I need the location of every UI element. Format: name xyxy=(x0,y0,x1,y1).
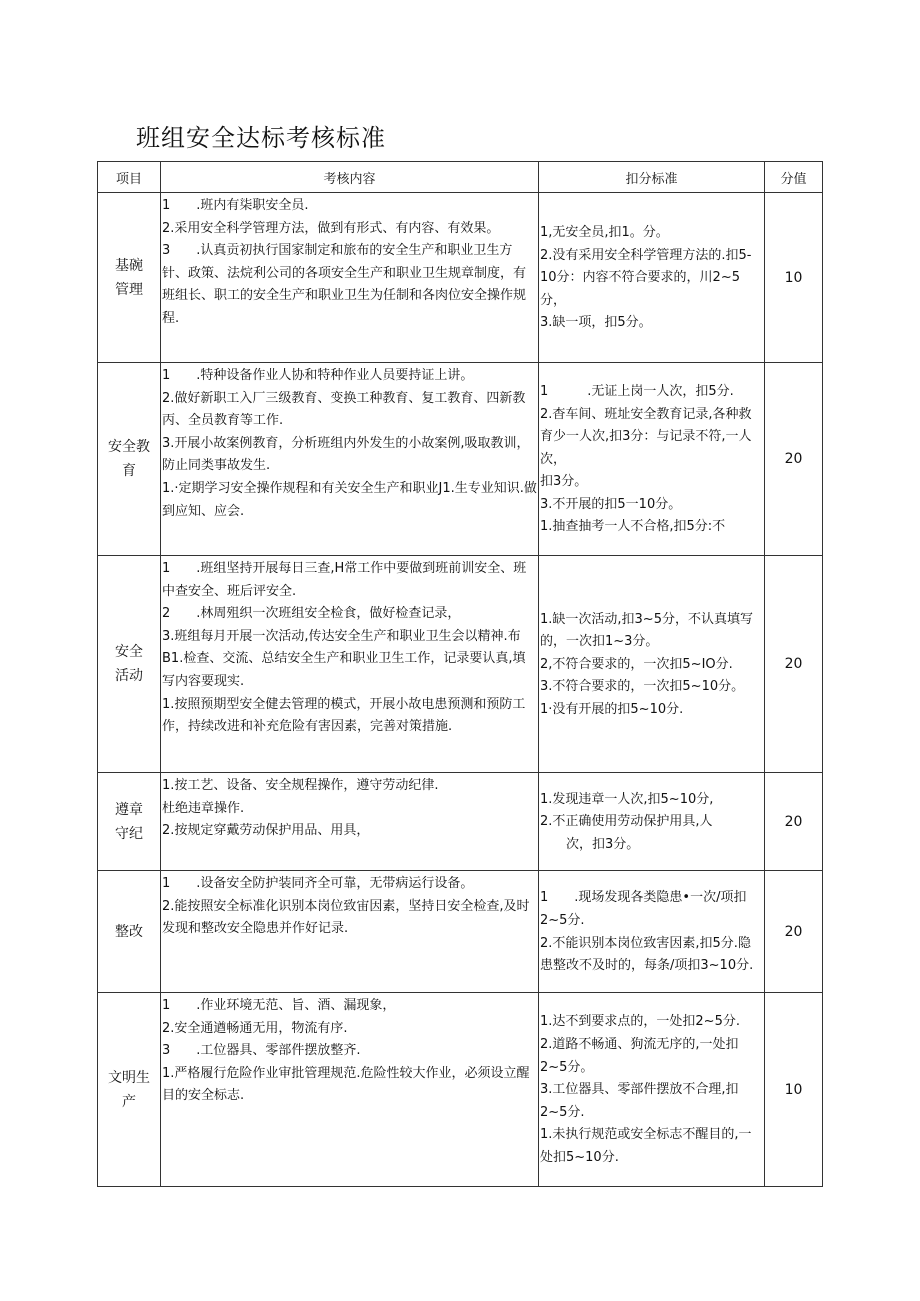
table-row xyxy=(98,556,823,773)
criteria-line: 3.缺一项，扣5分。 xyxy=(540,315,652,331)
content-line: 2.能按照安全标准化识别本岗位致宙因素，坚持日安全检查,及时发现和整改安全隐患并作好记录. xyxy=(162,898,530,937)
content-line: 1 .班组坚持开展每日三查,H常工作中要做到班前训安全、班中查安全、班后评安全. xyxy=(162,561,527,599)
row-content-cell xyxy=(161,773,539,871)
row-content-cell xyxy=(161,363,539,556)
criteria-line: 2.杳车间、班址安全教育记录,各种救育少一人次,扣3分：与记录不符,一人次， xyxy=(540,406,752,467)
header-criteria: 扣分标准 xyxy=(539,162,765,193)
criteria-line: 2,不符合要求的，一次扣5~IO分. xyxy=(540,656,733,672)
table-row xyxy=(98,363,823,556)
row-score-cell: 20 xyxy=(765,556,823,773)
content-line: 1.·定期学习安全操作规程和有关安全生产和职业J1.生专业知识.做到应知、应会. xyxy=(162,480,537,519)
criteria-line: 2.不能识别本岗位致害因素,扣5分.隐患整改不及时的，每条/项扣3~10分. xyxy=(540,935,754,974)
criteria-line: 次，扣3分。 xyxy=(540,836,640,852)
criteria-line: 1.抽查抽考一人不合格,扣5分:不 xyxy=(540,519,726,535)
criteria-line: 2.道路不畅通、狗流无序的,一处扣2~5分。 xyxy=(540,1037,739,1075)
criteria-line: 1.未执行规范或安全标志不醒目的,一处扣5~10分. xyxy=(540,1127,752,1165)
row-criteria-cell xyxy=(539,871,765,993)
content-line: 3.开展小故案例教育，分析班组内外发生的小故案例,吸取教训，防止同类事故发生. xyxy=(162,435,530,474)
row-content-cell xyxy=(161,993,539,1187)
header-row xyxy=(98,162,823,193)
item-label: 基碗 xyxy=(115,257,143,274)
item-label: 遵章 xyxy=(115,801,143,818)
assessment-table xyxy=(97,161,823,1187)
row-content-cell xyxy=(161,193,539,363)
item-label: 育 xyxy=(122,463,136,479)
criteria-line: 扣3分。 xyxy=(540,474,588,490)
row-criteria-cell xyxy=(539,773,765,871)
criteria-line: 1 .现场发现各类隐患•一次/项扣2~5分. xyxy=(540,890,747,928)
content-line: 2.做好新职工入厂三级教育、变换工种教育、复工教育、四新教丙、全员教育等工作. xyxy=(162,390,526,429)
content-line: 3 .认真贡初执行国家制定和旅布的安全生产和职业卫生方针、政策、法烷利公司的各项安全生产和职业卫生规章制度，有班组长、职工的安全生产和职业卫生为任制和各肉位安全操作规程. xyxy=(162,243,527,326)
criteria-line: 1·没有开展的扣5~10分. xyxy=(540,701,684,717)
row-criteria-cell xyxy=(539,556,765,773)
content-line: 1 .设备安全防护装同齐全可靠，无带病运行设备。 xyxy=(162,876,474,891)
header-item: 项目 xyxy=(98,162,161,193)
criteria-line: 3.不符合要求的，一次扣5~10分。 xyxy=(540,679,745,695)
row-item-cell xyxy=(98,773,161,871)
criteria-line: 1.达不到要求点的，一处扣2~5分. xyxy=(540,1014,740,1030)
content-line: 1.严格履行危险作业审批管理规范.危险性较大作业，必须设立醒目的安全标志. xyxy=(162,1065,530,1104)
row-score-cell: 20 xyxy=(765,773,823,871)
item-label: 安全 xyxy=(115,644,143,660)
criteria-line: 3.工位器具、零部件摆放不合理,扣2~5分. xyxy=(540,1082,739,1120)
row-item-cell xyxy=(98,993,161,1187)
criteria-line: 2.没有采用安全科学管理方法的.扣5-10分：内容不符合要求的，川2~5分， xyxy=(540,247,752,308)
content-line: 2.采用安全科学管理方法，做到有形式、有内容、有效果。 xyxy=(162,220,500,236)
item-label: 文明生 xyxy=(108,1069,150,1086)
content-line: 杜绝违章操作. xyxy=(162,800,245,816)
content-line: 2 .林周殂织一次班组安全检食，做好检查记录， xyxy=(162,606,461,622)
table-row xyxy=(98,193,823,363)
row-item-cell xyxy=(98,193,161,363)
item-label: 产 xyxy=(122,1093,136,1110)
criteria-line: 3.不开展的扣5一10分。 xyxy=(540,496,682,512)
page-title: 班组安全达标考核标准 xyxy=(136,124,386,152)
row-score-cell: 10 xyxy=(765,993,823,1187)
content-line: 1 .班内有柒职安全员. xyxy=(162,198,309,213)
item-label: 整改 xyxy=(115,923,143,940)
item-label: 守纪 xyxy=(115,825,143,842)
content-line: 3.班组每月开展一次活动,传达安全生产和职业卫生会以精神.布B1.检查、交流、总结安全生产和职业卫生工作，记录要认真,填写内容要现实. xyxy=(162,628,526,689)
row-content-cell xyxy=(161,556,539,773)
table-row xyxy=(98,773,823,871)
criteria-line: 1 .无证上岗一人次，扣5分. xyxy=(540,383,734,399)
row-criteria-cell xyxy=(539,193,765,363)
criteria-line: 1.发现违章一人次,扣5~10分, xyxy=(540,791,714,807)
row-score-cell: 20 xyxy=(765,363,823,556)
row-score-cell: 10 xyxy=(765,193,823,363)
header-content: 考核内容 xyxy=(161,162,539,193)
item-label: 管理 xyxy=(115,281,143,298)
criteria-line: 1,无安全员,扣1。分。 xyxy=(540,225,669,241)
row-item-cell xyxy=(98,363,161,556)
header-score: 分值 xyxy=(765,162,823,193)
item-label: 安全教 xyxy=(108,439,150,455)
row-criteria-cell xyxy=(539,363,765,556)
row-item-cell xyxy=(98,871,161,993)
row-criteria-cell xyxy=(539,993,765,1187)
table-row xyxy=(98,871,823,993)
content-line: 2.按规定穿戴劳动保护用品、用具， xyxy=(162,823,370,839)
criteria-line: 1.缺一次活动,扣3~5分，不认真填写的，一次扣1~3分。 xyxy=(540,611,753,650)
content-line: 1.按照预期型安全健去管理的模式，开展小故电患预测和预防工作，持续改进和补充危险有害因素，完善对策措施. xyxy=(162,696,526,735)
row-score-cell: 20 xyxy=(765,871,823,993)
criteria-line: 2.不正确使用劳动保护用具,人 xyxy=(540,814,713,830)
row-content-cell xyxy=(161,871,539,993)
content-line: 1.按工艺、设备、安全规程操作，遵守劳动纪律. xyxy=(162,778,439,793)
row-item-cell xyxy=(98,556,161,773)
content-line: 1 .特种设备作业人协和特种作业人员要持证上讲。 xyxy=(162,368,474,383)
content-line: 1 .作业环境无范、旨、酒、漏现象， xyxy=(162,998,396,1013)
content-line: 2.安全通遒畅通无用，物流有序. xyxy=(162,1020,348,1036)
content-line: 3 .工位器具、零部件摆放整齐. xyxy=(162,1043,361,1059)
item-label: 活动 xyxy=(115,668,143,684)
table-row xyxy=(98,993,823,1187)
